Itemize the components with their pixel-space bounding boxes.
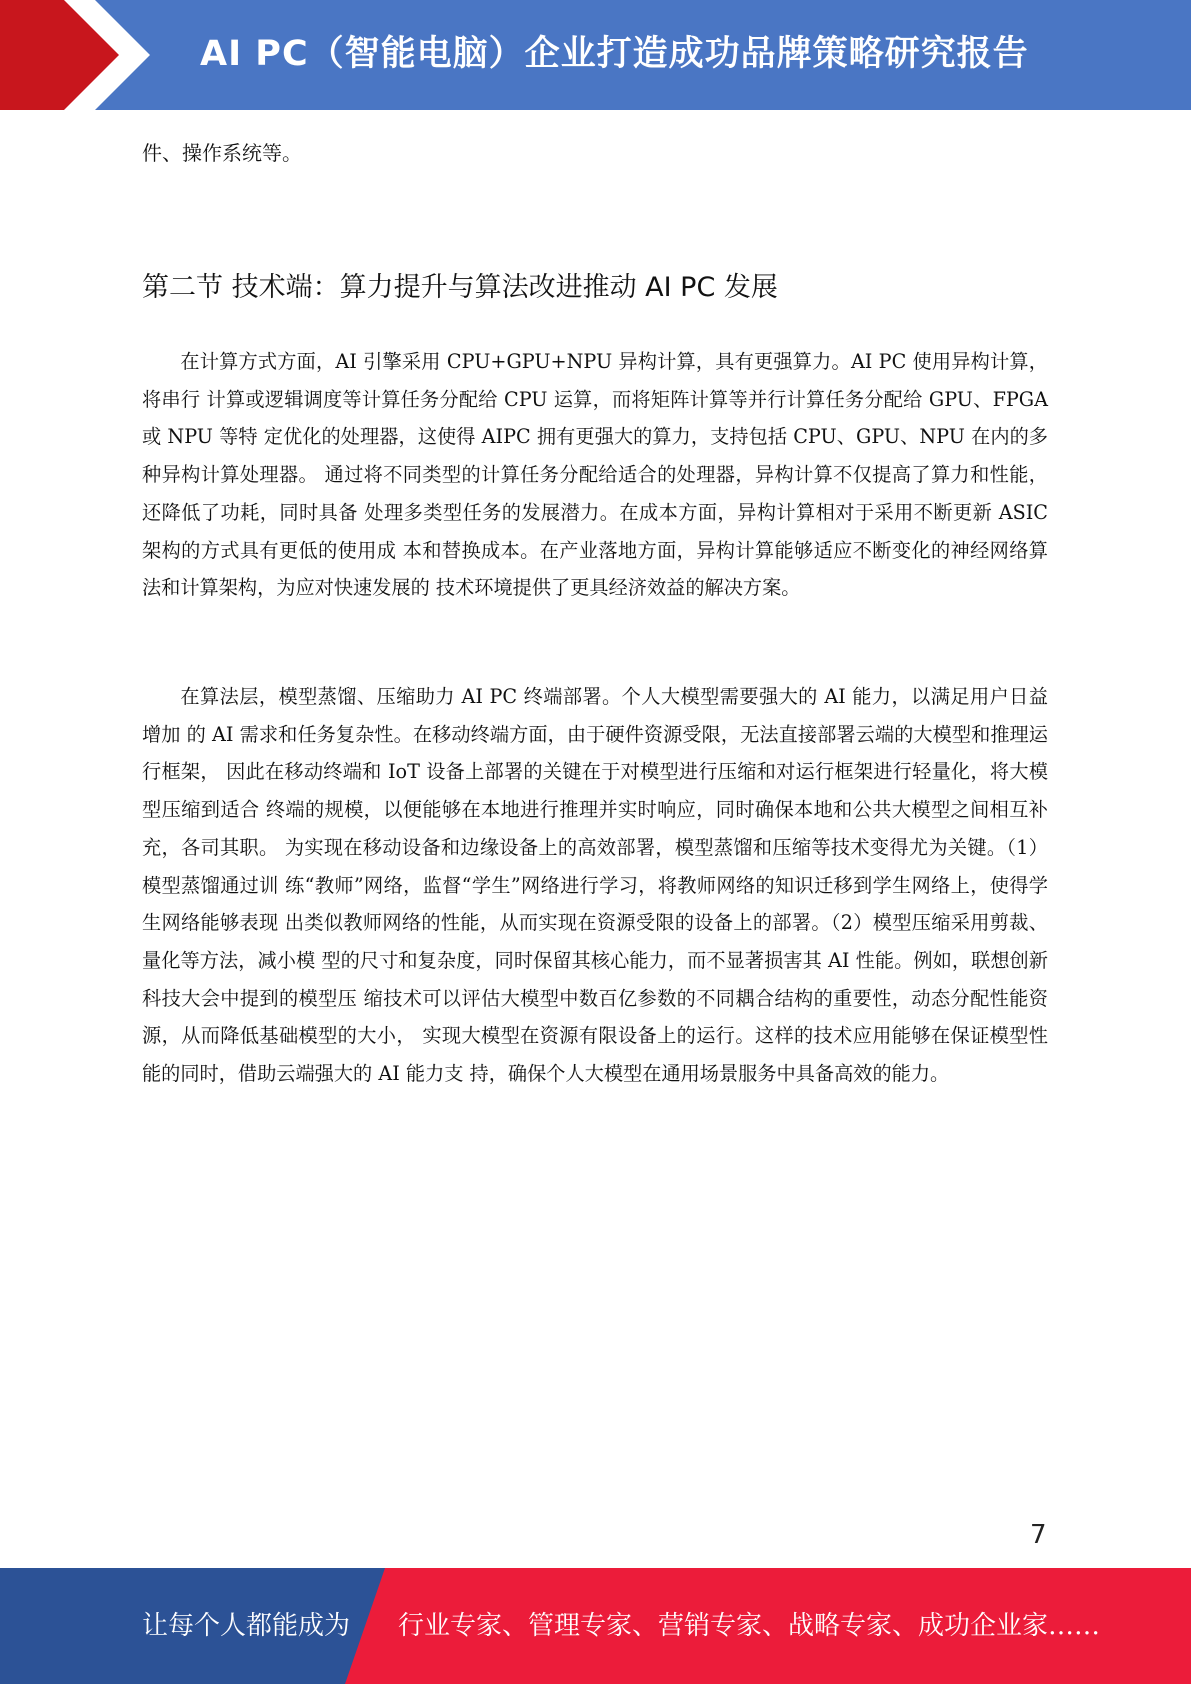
paragraph-computing: 在计算方式方面，AI 引擎采用 CPU+GPU+NPU 异构计算，具有更强算力。AI PC 使用异构计算，将串行 计算或逻辑调度等计算任务分配给 CPU 运算，而将矩阵计算等并行计算任务分配给 GPU、FPGA 或 NPU 等特 定优化的处理器，这使得 AIPC 拥有更强大的算力，支持包括 CPU、GPU、NPU 在内的多种异构计算处理器。 通过将不同类型的计算任务分配给适合的处理器，异构计算不仅提高了算力和性能，还降低了功耗，同时具备 处理多类型任务的发展潜力。在成本方面，异构计算相对于采用不断更新 ASIC 架构的方式具有更低的使用成 本和替换成本。在产业落地方面，异构计算能够适应不断变化的神经网络算法和计算架构，为应对快速发展的 技术环境提供了更具经济效益的解决方案。 [142, 350, 1048, 600]
report-title: AI PC（智能电脑）企业打造成功品牌策略研究报告 [200, 34, 1029, 74]
page-header [0, 0, 1191, 110]
red-chevron-decoration [0, 0, 150, 110]
footer-slogan-left: 让每个人都能成为 [142, 1611, 351, 1641]
page-footer [0, 1568, 1191, 1684]
page-number: 7 [1030, 1520, 1047, 1550]
footer-slogan-right: 行业专家、管理专家、营销专家、战略专家、成功企业家…… [398, 1611, 1101, 1641]
section-heading: 第二节 技术端：算力提升与算法改进推动 AI PC 发展 [142, 272, 778, 303]
paragraph-algorithm: 在算法层，模型蒸馏、压缩助力 AI PC 终端部署。个人大模型需要强大的 AI 能力，以满足用户日益增加 的 AI 需求和任务复杂性。在移动终端方面，由于硬件资源受限，无法直接部署云端的大模型和推理运行框架， 因此在移动终端和 IoT 设备上部署的关键在于对模型进行压缩和对运行框架进行轻量化，将大模型压缩到适合 终端的规模，以便能够在本地进行推理并实时响应，同时确保本地和公共大模型之间相互补充，各司其职。 为实现在移动设备和边缘设备上的高效部署，模型蒸馏和压缩等技术变得尤为关键。（1）模型蒸馏通过训 练“教师”网络，监督“学生”网络进行学习，将教师网络的知识迁移到学生网络上，使得学生网络能够表现 出类似教师网络的性能，从而实现在资源受限的设备上的部署。（2）模型压缩采用剪裁、量化等方法，减小模 型的尺寸和复杂度，同时保留其核心能力，而不显著损害其 AI 性能。例如，联想创新科技大会中提到的模型压 缩技术可以评估大模型中数百亿参数的不同耦合结构的重要性，动态分配性能资源，从而降低基础模型的大小， 实现大模型在资源有限设备上的运行。这样的技术应用能够在保证模型性能的同时，借助云端强大的 AI 能力支 持，确保个人大模型在通用场景服务中具备高效的能力。 [142, 685, 1048, 1086]
continuation-line: 件、操作系统等。 [142, 141, 302, 165]
